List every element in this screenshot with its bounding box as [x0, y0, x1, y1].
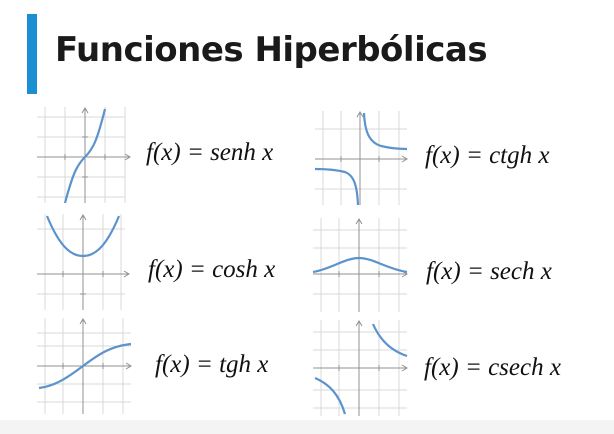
senh-formula	[146, 139, 273, 167]
csech-fx: f(x) =	[424, 354, 489, 381]
tgh-fx: f(x) =	[155, 351, 220, 378]
senh-fx: f(x) =	[146, 139, 211, 166]
ctgh-fx: f(x) =	[425, 142, 490, 169]
tgh-name: tgh x	[219, 351, 269, 378]
csech-formula	[424, 354, 561, 382]
bottom-strip	[0, 420, 614, 434]
csech-curve-right	[373, 324, 407, 356]
sech-name: sech x	[490, 258, 552, 285]
cosh-fx: f(x) =	[148, 256, 213, 283]
sech-fx: f(x) =	[426, 258, 491, 285]
tgh-formula	[155, 351, 268, 379]
title-accent-bar	[27, 14, 37, 94]
tgh-graph	[37, 318, 133, 416]
sech-formula	[426, 258, 552, 286]
csech-curve-left	[315, 378, 345, 414]
ctgh-name: ctgh x	[489, 142, 550, 169]
ctgh-curve-left	[315, 169, 358, 205]
csech-name: csech x	[488, 354, 561, 381]
ctgh-formula	[425, 142, 549, 170]
sech-graph	[313, 218, 409, 314]
senh-graph	[37, 107, 133, 205]
cosh-formula	[148, 256, 275, 284]
cosh-name: cosh x	[212, 256, 276, 283]
cosh-graph	[37, 214, 131, 312]
ctgh-curve-right	[364, 113, 407, 149]
ctgh-graph	[315, 111, 409, 207]
senh-name: senh x	[210, 139, 274, 166]
csech-graph	[313, 320, 409, 418]
slide-title: Funciones Hiperbólicas	[55, 30, 488, 70]
sech-curve	[313, 258, 407, 272]
